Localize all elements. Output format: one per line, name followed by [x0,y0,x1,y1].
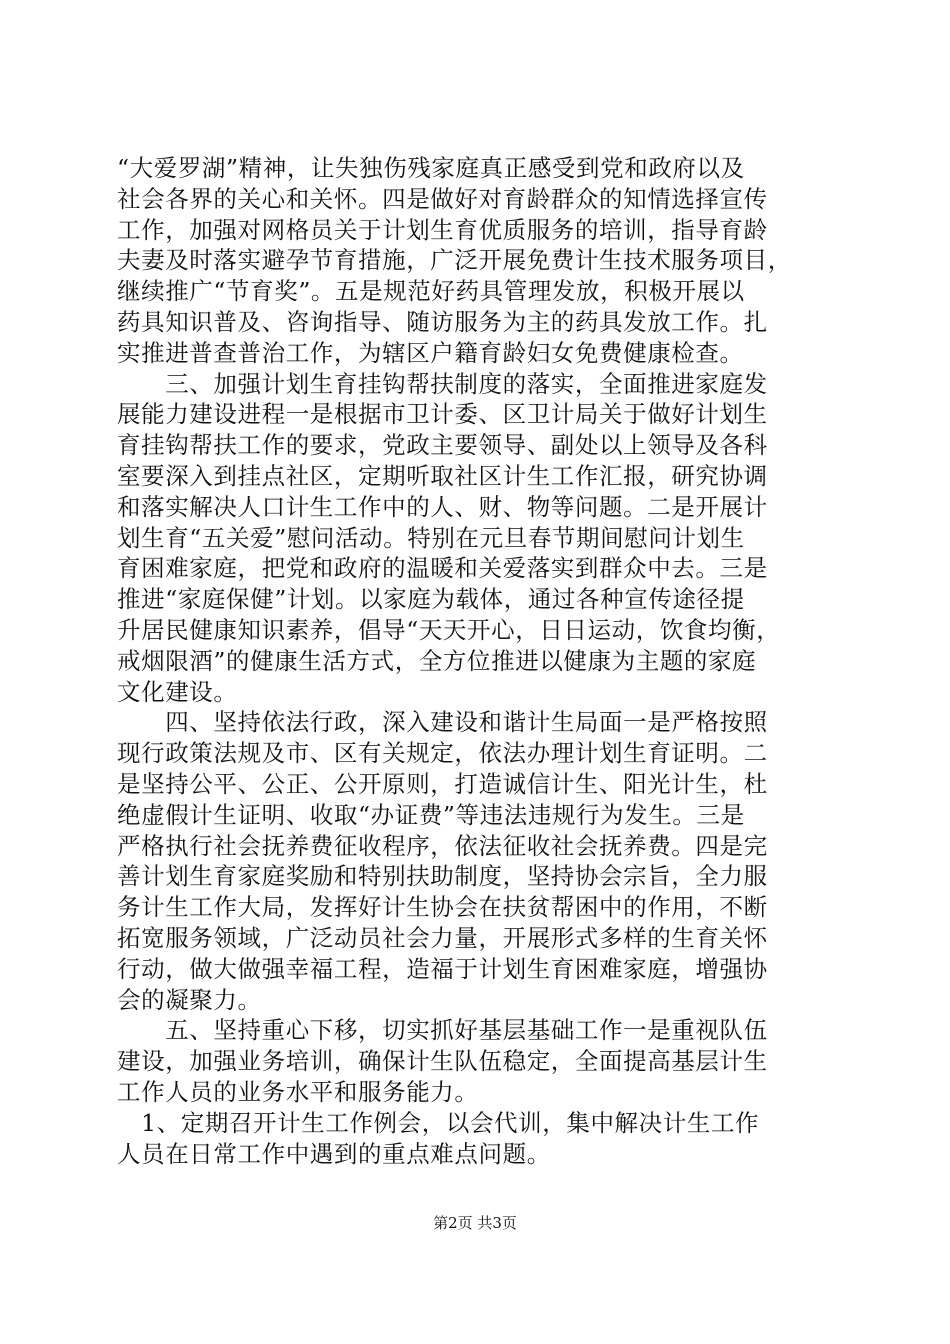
text-line: 务计生工作大局，发挥好计生协会在扶贫帮困中的作用，不断 [117,893,768,922]
text-line: 文化建设。 [117,677,238,706]
text-line: 严格执行社会抚养费征收程序，依法征收社会抚养费。四是完 [117,831,768,860]
text-line: 划生育“五关爱”慰问活动。特别在元旦春节期间慰问计划生 [117,523,745,552]
text-line: 育困难家庭，把党和政府的温暖和关爱落实到群众中去。三是 [117,554,768,583]
text-line: 育挂钩帮扶工作的要求，党政主要领导、副处以上领导及各科 [117,431,768,460]
text-line: 人员在日常工作中遇到的重点难点问题。 [117,1139,551,1168]
text-line: 展能力建设进程一是根据市卫计委、区卫计局关于做好计划生 [117,400,768,429]
text-line: 继续推广“节育奖”。五是规范好药具管理发放，积极开展以 [117,277,745,306]
text-line: 绝虚假计生证明、收取“办证费”等违法违规行为发生。三是 [117,800,745,829]
text-line: 药具知识普及、咨询指导、随访服务为主的药具发放工作。扎 [117,307,768,336]
text-line: 是坚持公平、公正、公开原则，打造诚信计生、阳光计生，杜 [117,769,768,798]
text-line: 善计划生育家庭奖励和特别扶助制度，坚持协会宗旨，全力服 [117,862,768,891]
text-line: 社会各界的关心和关怀。四是做好对育龄群众的知情选择宣传 [117,184,768,213]
text-line: 拓宽服务领域，广泛动员社会力量，开展形式多样的生育关怀 [117,923,768,952]
text-line: 1、定期召开计生工作例会，以会代训，集中解决计生工作 [117,1108,760,1137]
text-line: 五、坚持重心下移，切实抓好基层基础工作一是重视队伍 [117,1016,768,1045]
text-line: 会的凝聚力。 [117,985,262,1014]
text-line: 四、坚持依法行政，深入建设和谐计生局面一是严格按照 [117,708,768,737]
text-line: 戒烟限酒”的健康生活方式，全方位推进以健康为主题的家庭 [117,646,757,675]
document-body [117,153,837,1169]
text-line: 和落实解决人口计生工作中的人、财、物等问题。二是开展计 [117,492,768,521]
text-line: 夫妻及时落实避孕节育措施，广泛开展免费计生技术服务项目， [117,246,792,275]
text-line: 工作，加强对网格员关于计划生育优质服务的培训，指导育龄 [117,215,768,244]
text-line: 升居民健康知识素养，倡导“天天开心，日日运动，饮食均衡， [117,615,781,644]
text-line: “大爱罗湖”精神，让失独伤残家庭真正感受到党和政府以及 [117,154,745,182]
text-line: 行动，做大做强幸福工程，造福于计划生育困难家庭，增强协 [117,954,768,983]
text-line: 推进“家庭保健”计划。以家庭为载体，通过各种宣传途径提 [117,585,745,614]
text-line: 实推进普查普治工作，为辖区户籍育龄妇女免费健康检查。 [117,338,744,367]
text-line: 建设，加强业务培训，确保计生队伍稳定，全面提高基层计生 [117,1047,768,1076]
page-number-footer: 第2页 共3页 [433,1214,517,1232]
text-line: 工作人员的业务水平和服务能力。 [117,1077,479,1106]
text-line: 现行政策法规及市、区有关规定，依法办理计划生育证明。二 [117,739,768,768]
text-line: 三、加强计划生育挂钩帮扶制度的落实，全面推进家庭发 [117,369,768,398]
text-line: 室要深入到挂点社区，定期听取社区计生工作汇报，研究协调 [117,461,768,490]
